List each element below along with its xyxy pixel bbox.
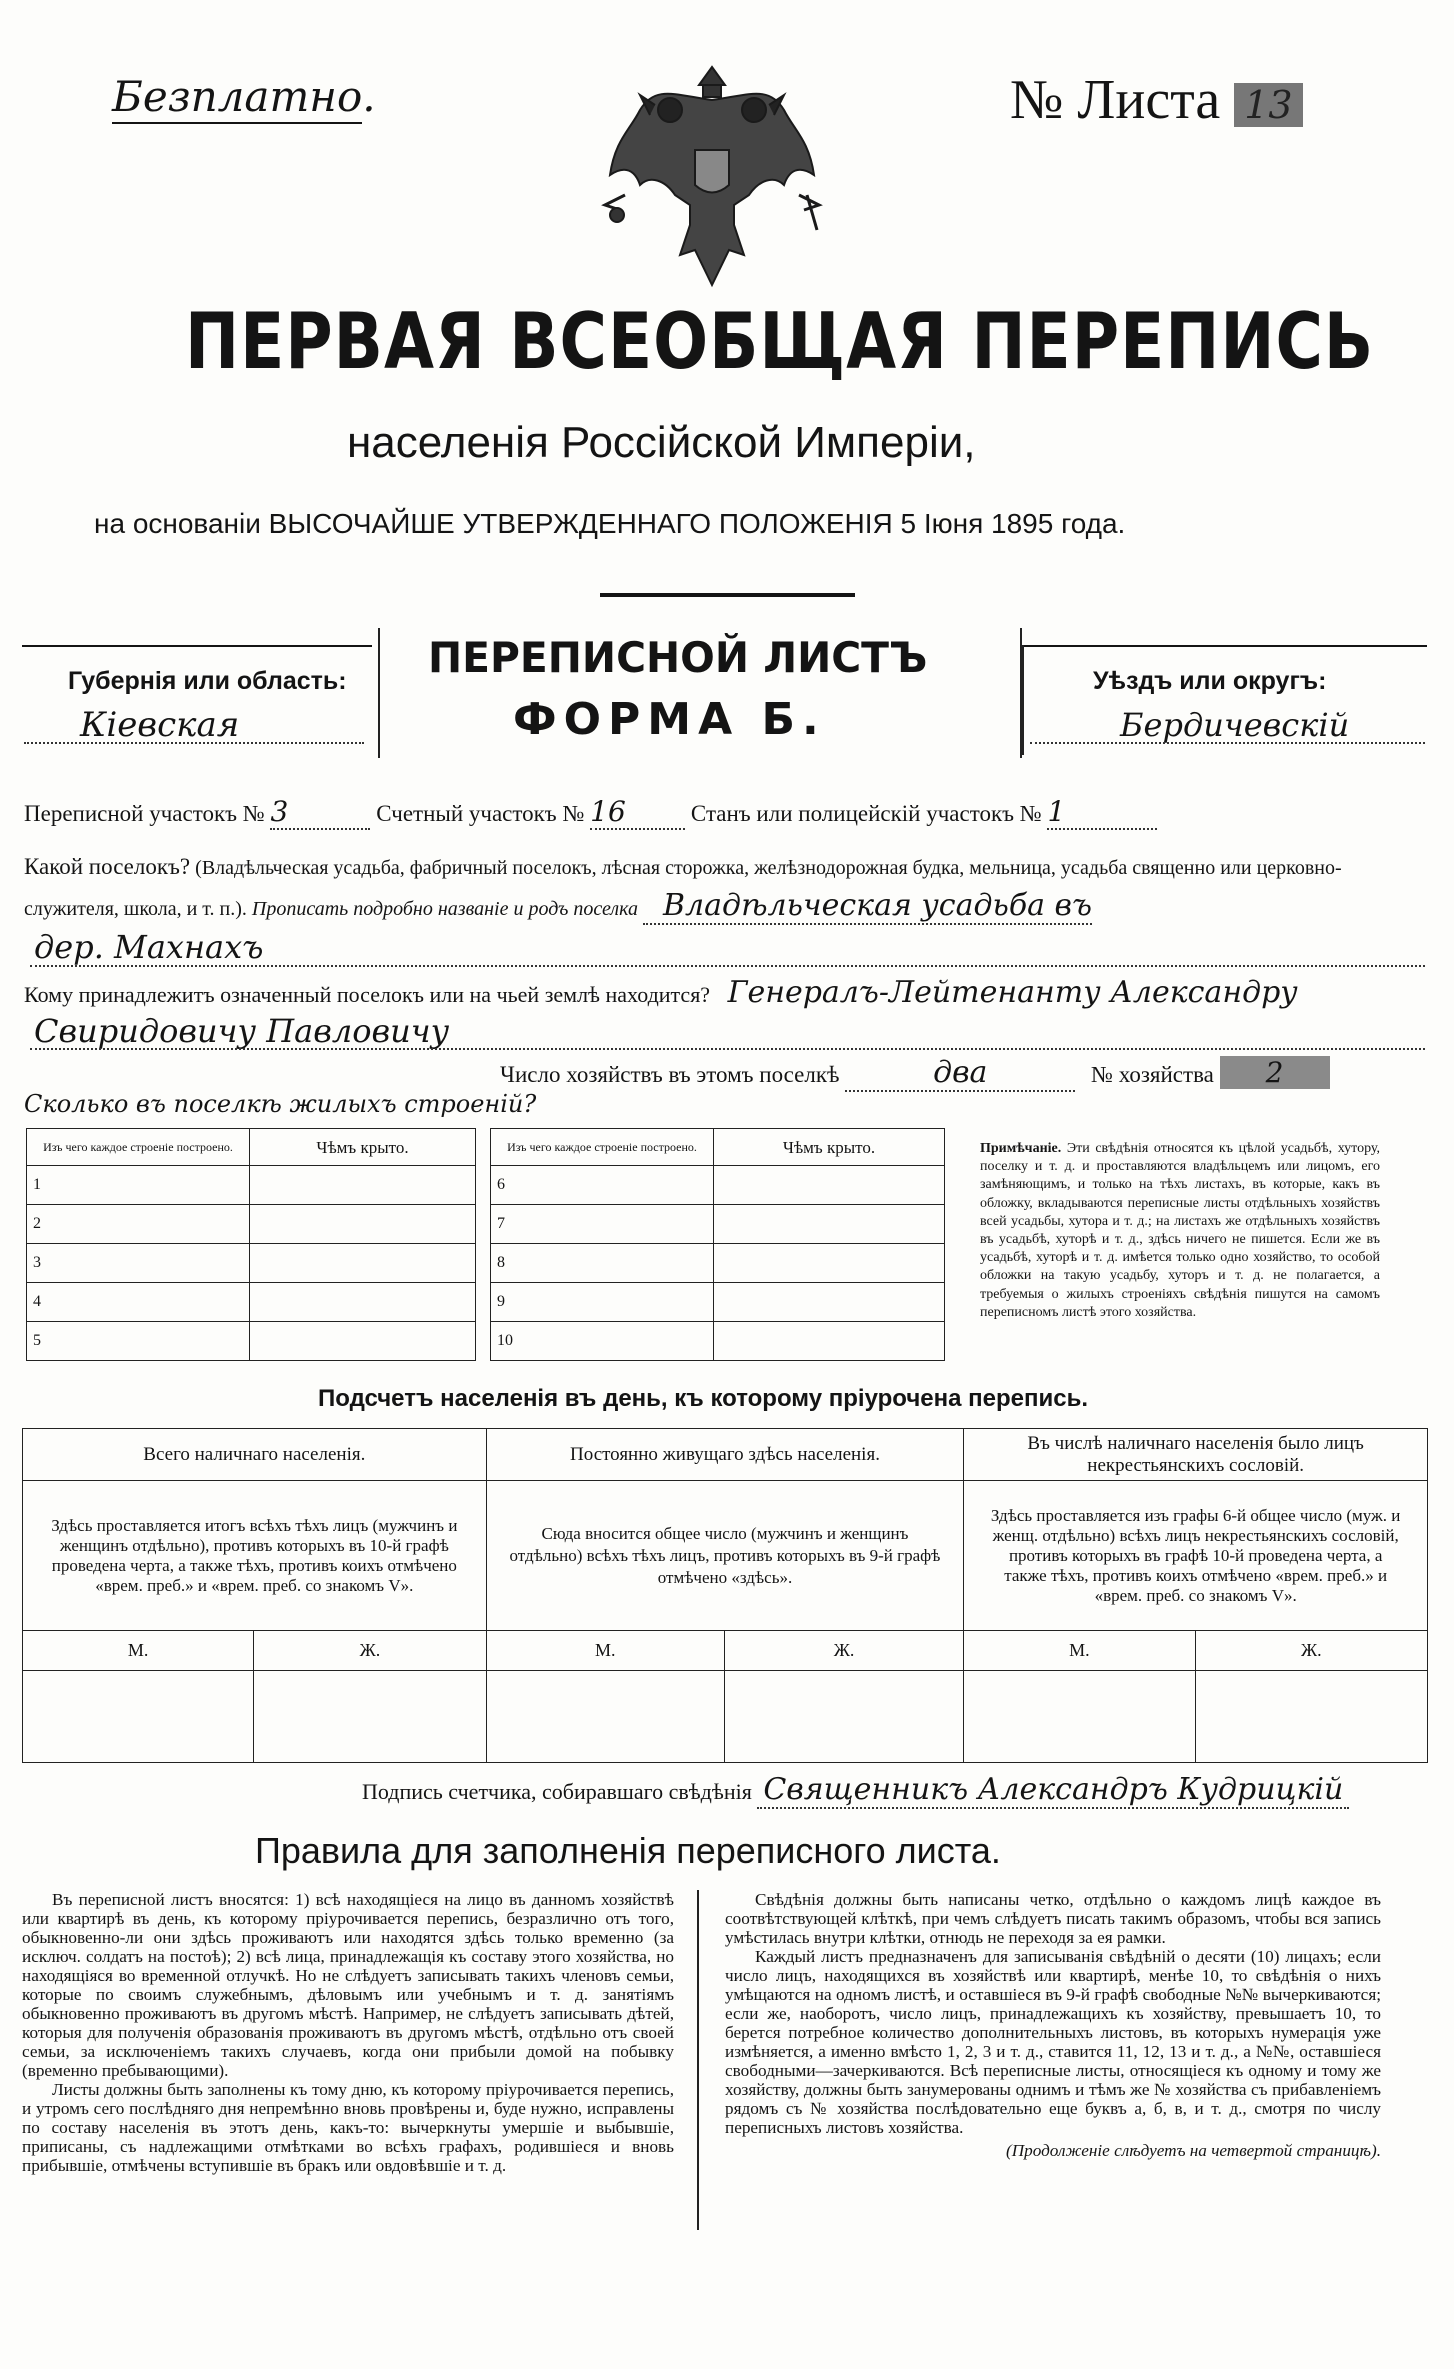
table-row (491, 1283, 945, 1322)
stan-value: 1 (1047, 795, 1157, 830)
row-number: 3 (27, 1244, 250, 1283)
roof-cell[interactable] (714, 1244, 945, 1283)
roof-cell[interactable] (714, 1283, 945, 1322)
table-row (27, 1205, 476, 1244)
buildings-table-right (490, 1128, 945, 1361)
table-row (27, 1322, 476, 1361)
row-number: 2 (27, 1205, 250, 1244)
row-number: 4 (27, 1283, 250, 1322)
form-left-top-rule (22, 645, 372, 647)
roof-cell[interactable] (714, 1322, 945, 1361)
col1-female-value[interactable] (254, 1671, 486, 1763)
col3-title: Въ числѣ наличнаго населенія было лицъ некрестьянскихъ сословій. (964, 1429, 1428, 1481)
main-title: ПЕРВАЯ ВСЕОБЩАЯ ПЕРЕПИСЬ (185, 296, 1375, 387)
province-line (24, 742, 364, 744)
census-district-label: Переписной участокъ № (24, 801, 265, 826)
stan-label: Станъ или полицейскій участокъ № (690, 801, 1042, 826)
row-number: 6 (491, 1166, 714, 1205)
signature-label: Подпись счетчика, собиравшаго свѣдѣнія (362, 1779, 752, 1804)
census-district-field (24, 795, 1157, 830)
roof-cell[interactable] (250, 1244, 476, 1283)
settlement-instruction: Прописать подробно названіе и родъ поселка (251, 898, 639, 920)
roof-cell[interactable] (250, 1283, 476, 1322)
col-from-header: Изъ чего каждое строеніе построено. (27, 1129, 250, 1166)
row-number: 7 (491, 1205, 714, 1244)
owner-value-1: Генералъ-Лейтенанту Александру (727, 975, 1298, 1010)
form-right-box-edge (1022, 645, 1024, 755)
col2-male-header: М. (486, 1631, 724, 1671)
signature-value: Священникъ Александръ Кудрицкій (757, 1772, 1349, 1809)
row-number: 10 (491, 1322, 714, 1361)
col1-male-value[interactable] (23, 1671, 254, 1763)
district-value: Бердичевскій (1120, 706, 1350, 744)
col-roof-header: Чѣмъ крыто. (250, 1129, 476, 1166)
counting-district-label: Счетный участокъ № (376, 801, 585, 826)
col2-male-value[interactable] (486, 1671, 724, 1763)
legal-basis: на основаніи ВЫСОЧАЙШЕ УТВЕРЖДЕННАГО ПОЛОЖЕНІЯ 5 Іюня 1895 года. (94, 508, 1126, 539)
buildings-table-wrap (26, 1128, 954, 1361)
rules-right-p1: Свѣдѣнія должны быть написаны четко, отдѣльно о каждомъ лицѣ каждое въ соотвѣтствующей клѣткѣ, при чемъ слѣдуетъ писать такимъ образомъ, чтобы вся запись умѣстилась внутри клѣтки, отнюдь не переходя за ея рамки. (725, 1890, 1381, 1947)
roof-cell[interactable] (250, 1205, 476, 1244)
col1-text: Здѣсь проставляется итогъ всѣхъ тѣхъ лицъ (мужчинъ и женщинъ отдѣльно), противъ которыхъ въ 10-й графѣ проведена черта, а также тѣхъ, противъ коихъ отмѣчено «врем. преб.» и «врем. преб. со знакомъ V». (23, 1481, 487, 1631)
form-title: ПЕРЕПИСНОЙ ЛИСТЪ (428, 634, 928, 683)
district-line (1030, 742, 1425, 744)
roof-cell[interactable] (250, 1322, 476, 1361)
table-row (491, 1166, 945, 1205)
table-row (27, 1244, 476, 1283)
row-number: 1 (27, 1166, 250, 1205)
table-row (491, 1244, 945, 1283)
form-right-top-rule (1022, 645, 1427, 647)
col2-female-header: Ж. (724, 1631, 963, 1671)
sheet-number-value: 13 (1234, 83, 1302, 127)
owner-label: Кому принадлежитъ означенный поселокъ или на чьей землѣ находится? (24, 982, 711, 1007)
subtitle: населенія Россійской Имперіи, (347, 418, 976, 467)
counting-district-value: 16 (590, 795, 685, 830)
note-label: Примѣчаніе. (980, 1141, 1062, 1156)
free-underline (112, 122, 362, 124)
sheet-number (1010, 68, 1303, 132)
table-row (491, 1205, 945, 1244)
title-rule (600, 593, 855, 597)
col1-female-header: Ж. (254, 1631, 486, 1671)
row-number: 9 (491, 1283, 714, 1322)
col3-male-value[interactable] (964, 1671, 1195, 1763)
settlement-field (24, 848, 1429, 928)
households-value: два (845, 1055, 1075, 1092)
col-roof-header: Чѣмъ крыто. (714, 1129, 945, 1166)
district-label: Уѣздъ или округъ: (1093, 667, 1327, 695)
household-number-value: 2 (1220, 1056, 1330, 1089)
settlement-line-2 (30, 965, 1425, 967)
settlement-label: Какой поселокъ? (24, 854, 191, 879)
owner-value-2: Свиридовичу Павловичу (34, 1012, 450, 1050)
col2-female-value[interactable] (724, 1671, 963, 1763)
rules-left-column (22, 1890, 674, 2175)
province-value: Кіевская (80, 705, 240, 745)
row-number: 5 (27, 1322, 250, 1361)
household-number-label: № хозяйства (1091, 1062, 1214, 1087)
owner-line-2 (30, 1048, 1425, 1050)
roof-cell[interactable] (714, 1166, 945, 1205)
col3-female-value[interactable] (1195, 1671, 1427, 1763)
province-label: Губернія или область: (68, 667, 347, 695)
households-field (500, 1055, 1330, 1092)
form-type: ФОРМА Б. (513, 694, 826, 745)
table-row (491, 1322, 945, 1361)
settlement-value-2: дер. Махнахъ (34, 928, 264, 966)
note-text: Эти свѣдѣнія относятся къ цѣлой усадьбѣ, хутору, поселку и т. д. и проставляются владѣльцемъ или лицомъ, его замѣняющимъ, и только на тѣхъ листахъ, въ которые, какъ въ обложку, вкладываются переписные листы отдѣльныхъ хозяйствъ всей усадьбы, хутора и т. д.; на листахъ же отдѣльныхъ хозяйствъ въ усадьбѣ, хуторѣ и т. д., здѣсь ничего не пишется. Если же въ усадьбѣ, хуторѣ и т. д. имѣется только одно хозяйство, то особой обложки на такую усадьбу, хуторъ и т. д. не полагается, а требуемыя о жилыхъ строеніяхъ свѣдѣнія пишутся на самомъ переписномъ листѣ этого хозяйства. (980, 1141, 1381, 1320)
col1-title: Всего наличнаго населенія. (23, 1429, 487, 1481)
col1-male-header: М. (23, 1631, 254, 1671)
rules-left-p2: Листы должны быть заполнены къ тому дню, къ которому пріурочивается перепись, и утромъ сего послѣдняго дня непремѣнно вновь провѣрены и, буде нужно, исправлены по составу населенія въ этотъ день, какъ-то: вычеркнуты умершіе и выбывшіе, приписаны, съ надлежащими отмѣтками во всѣхъ графахъ, родившіеся и вновь прибывшіе, отмѣчены вступившіе въ бракъ или овдовѣвшіе и т. д. (22, 2080, 674, 2175)
table-row (27, 1166, 476, 1205)
rules-right-p2: Каждый листъ предназначенъ для записыванія свѣдѣній о десяти (10) лицахъ; если число лицъ, находящихся въ хозяйствѣ или квартирѣ, менѣе 10, то свѣдѣнія о нихъ умѣщаются на одномъ листѣ, и оставшіеся въ 9-й графѣ свободные №№ вычеркиваются; если же, наоборотъ, число лицъ, принадлежащихъ къ хозяйству, превышаетъ 10, то берется потребное количество дополнительныхъ листовъ, въ которыхъ нумерація уже измѣняется, а именно вмѣсто 1, 2, 3 и т. д., ставится 11, 12, 13 и т. д., а №№, оставшіеся свободными—зачеркиваются. Всѣ переписные листы, относящіеся къ одному и тому же хозяйству, должны быть занумерованы однимъ и тѣмъ же № хозяйства съ прибавленіемъ рядомъ съ № хозяйства послѣдовательно еще буквъ а, б, в, и т. д., смотря по числу переписныхъ листовъ хозяйства. (725, 1947, 1381, 2137)
note-block (980, 1140, 1380, 1322)
signature-field (362, 1772, 1349, 1807)
sheet-number-label: № Листа (1010, 69, 1221, 131)
settlement-hint: (Владѣльческая усадьба, фабричный поселокъ, лѣсная сторожка, желѣзнодорожная будка, мельница, усадьба священно или церковно-служителя, школа, и т. п.). (24, 857, 1342, 920)
col2-text: Сюда вносится общее число (мужчинъ и женщинъ отдѣльно) всѣхъ тѣхъ лицъ, противъ которыхъ въ 9-й графѣ отмѣчено «здѣсь». (486, 1481, 964, 1631)
col3-text: Здѣсь проставляется изъ графы 6-й общее число (муж. и женщ. отдѣльно) всѣхъ лицъ некрестьянскихъ сословій, противъ которыхъ въ графѣ 10-й проведена черта, а также тѣхъ, противъ коихъ отмѣчено «врем. преб.» и «врем. преб. со знакомъ V». (964, 1481, 1428, 1631)
buildings-table (26, 1128, 476, 1361)
col3-male-header: М. (964, 1631, 1195, 1671)
col3-female-header: Ж. (1195, 1631, 1427, 1671)
rules-continuation: (Продолженіе слѣдуетъ на четвертой страницѣ). (1006, 2141, 1381, 2160)
population-table (22, 1428, 1428, 1763)
settlement-value-1: Владѣльческая усадьба въ (643, 888, 1092, 925)
roof-cell[interactable] (250, 1166, 476, 1205)
double-headed-eagle-icon (595, 55, 830, 295)
col2-title: Постоянно живущаго здѣсь населенія. (486, 1429, 964, 1481)
buildings-label: Сколько въ поселкѣ жилыхъ строеній? (24, 1090, 537, 1118)
table-row (27, 1283, 476, 1322)
rules-title: Правила для заполненія переписного листа. (255, 1830, 1001, 1871)
owner-field (24, 975, 1298, 1010)
roof-cell[interactable] (714, 1205, 945, 1244)
census-district-value: 3 (270, 795, 370, 830)
rules-right-column (725, 1890, 1381, 2160)
rules-divider (697, 1890, 699, 2230)
free-label: Безплатно. (112, 72, 376, 121)
col-from-header: Изъ чего каждое строеніе построено. (491, 1129, 714, 1166)
households-label: Число хозяйствъ въ этомъ поселкѣ (500, 1062, 840, 1087)
population-heading: Подсчетъ населенія въ день, къ которому пріурочена перепись. (318, 1385, 1088, 1412)
rules-left-p1: Въ переписной листъ вносятся: 1) всѣ находящіеся на лицо въ данномъ хозяйствѣ или квартирѣ въ день, къ которому пріурочивается перепись, безразлично отъ того, обыкновенно-ли они здѣсь проживаютъ или находятся здѣсь только временно (за исключ. солдатъ на постоѣ); 2) всѣ лица, принадлежащія къ составу этого хозяйства, но находящіяся во временной отлучкѣ. Но не слѣдуетъ записывать такихъ членовъ семьи, которые по своимъ служебнымъ, дѣловымъ или учебнымъ и т. д. занятіямъ обыкновенно проживаютъ въ другомъ мѣстѣ. Например, не слѣдуетъ записывать дѣтей, которыя для полученія образованія проживаютъ въ другомъ мѣстѣ, отдѣльно отъ своей семьи, за исключеніемъ такихъ случаевъ, когда они прибыли домой на побывку (временно пребывающими). (22, 1890, 674, 2080)
row-number: 8 (491, 1244, 714, 1283)
